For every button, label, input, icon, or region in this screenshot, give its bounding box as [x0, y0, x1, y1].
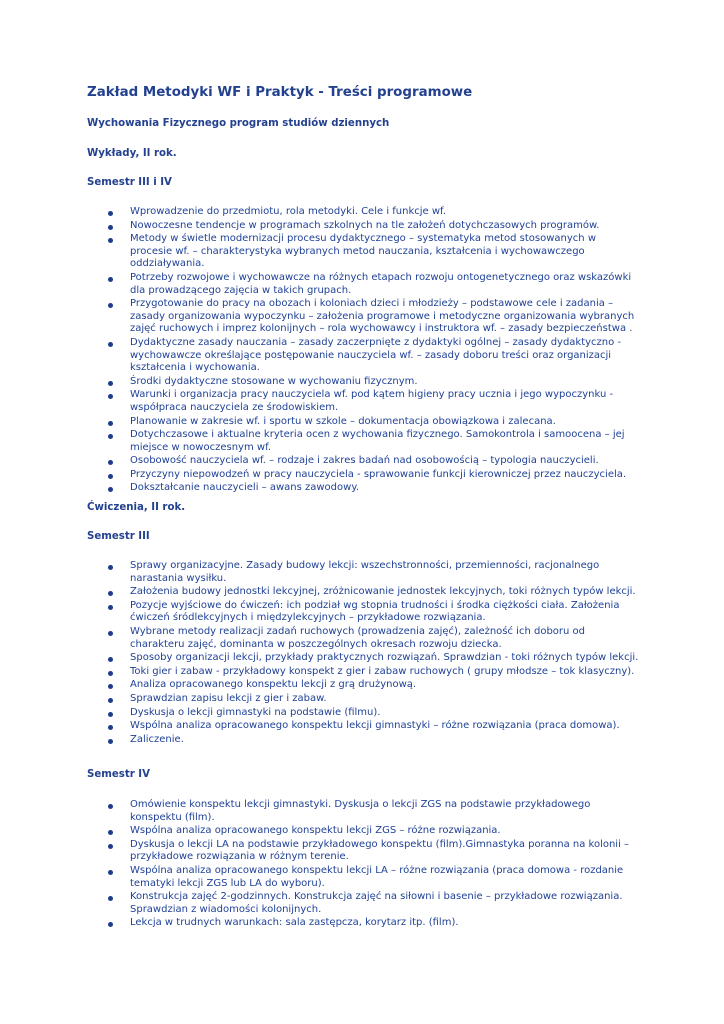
semester-4-list	[0, 799, 640, 931]
list-item: Potrzeby rozwojowe i wychowawcze na różnych etapach rozwoju ontogenetycznego oraz wskazówki dla prowadzącego zajęcia w takich grupach.	[0, 272, 640, 297]
exercises-heading: Ćwiczenia, II rok.	[87, 502, 186, 513]
list-item: Sposoby organizacji lekcji, przykłady praktycznych rozwiązań. Sprawdzian - toki różnych typów lekcji.	[0, 652, 640, 665]
list-item: Wspólna analiza opracowanego konspektu lekcji gimnastyki – różne rozwiązania (praca domowa).	[0, 720, 640, 733]
list-item: Przyczyny niepowodzeń w pracy nauczyciela - sprawowanie funkcji kierowniczej przez nauczyciela.	[0, 469, 640, 482]
bullet-icon	[108, 434, 113, 439]
bullet-icon	[108, 342, 113, 347]
bullet-icon	[108, 238, 113, 243]
bullet-icon	[108, 684, 113, 689]
bullet-icon	[108, 631, 113, 636]
list-item: Pozycje wyjściowe do ćwiczeń: ich podział wg stopnia trudności i środka ciężkości ciała. Założenia ćwiczeń śródlekcyjnych i międzylekcyjnych – przykładowe rozwiązania.	[0, 600, 640, 625]
bullet-icon	[108, 225, 113, 230]
bullet-icon	[108, 657, 113, 662]
lectures-heading: Wykłady, II rok.	[87, 148, 177, 159]
list-item: Toki gier i zabaw - przykładowy konspekt z gier i zabaw ruchowych ( grupy młodsze – tok klasyczny).	[0, 666, 640, 679]
list-item: Omówienie konspektu lekcji gimnastyki. Dyskusja o lekcji ZGS na podstawie przykładowego konspektu (film).	[0, 799, 640, 824]
list-item: Założenia budowy jednostki lekcyjnej, zróżnicowanie jednostek lekcyjnych, toki różnych typów lekcji.	[0, 586, 640, 599]
page-title: Zakład Metodyki WF i Praktyk - Treści programowe	[87, 85, 473, 100]
bullet-icon	[108, 922, 113, 927]
bullet-icon	[108, 671, 113, 676]
semester-3-heading: Semestr III	[87, 531, 150, 542]
bullet-icon	[108, 830, 113, 835]
list-item: Dokształcanie nauczycieli – awans zawodowy.	[0, 482, 640, 495]
list-item: Sprawy organizacyjne. Zasady budowy lekcji: wszechstronności, przemienności, racjonalnego narastania wysiłku.	[0, 560, 640, 585]
lectures-list	[0, 206, 640, 496]
bullet-icon	[108, 896, 113, 901]
list-item: Wspólna analiza opracowanego konspektu lekcji ZGS – różne rozwiązania.	[0, 825, 640, 838]
bullet-icon	[108, 870, 113, 875]
bullet-icon	[108, 303, 113, 308]
list-item: Dydaktyczne zasady nauczania – zasady zaczerpnięte z dydaktyki ogólnej – zasady dydaktyczno - wychowawcze określające postępowanie nauczyciela wf. – zasady doboru treści oraz organizacji kształcenia i wychowania.	[0, 337, 640, 375]
list-item: Dotychczasowe i aktualne kryteria ocen z wychowania fizycznego. Samokontrola i samoocena – jej miejsce w nowoczesnym wf.	[0, 429, 640, 454]
bullet-icon	[108, 804, 113, 809]
bullet-icon	[108, 712, 113, 717]
bullet-icon	[108, 394, 113, 399]
list-item: Przygotowanie do pracy na obozach i koloniach dzieci i młodzieży – podstawowe cele i zadania – zasady organizowania wypoczynku – założenia programowe i metodyczne organizowania wybranych zajęć ruchowych i imprez kolonijnych – rola wychowawcy i instruktora wf. – zasady bezpieczeństwa .	[0, 298, 640, 336]
bullet-icon	[108, 725, 113, 730]
list-item: Metody w świetle modernizacji procesu dydaktycznego – systematyka metod stosowanych w procesie wf. – charakterystyka wybranych metod nauczania, kształcenia i wychowawczego oddziaływania.	[0, 233, 640, 271]
list-item: Konstrukcja zajęć 2-godzinnych. Konstrukcja zajęć na siłowni i basenie – przykładowe rozwiązania. Sprawdzian z wiadomości kolonijnych.	[0, 891, 640, 916]
list-item: Warunki i organizacja pracy nauczyciela wf. pod kątem higieny pracy ucznia i jego wypoczynku - współpraca nauczyciela ze środowiskiem.	[0, 389, 640, 414]
list-item: Sprawdzian zapisu lekcji z gier i zabaw.	[0, 693, 640, 706]
bullet-icon	[108, 487, 113, 492]
semester-4-heading: Semestr IV	[87, 769, 150, 780]
semester-3-list	[0, 560, 640, 747]
list-item: Wybrane metody realizacji zadań ruchowych (prowadzenia zajęć), zależność ich doboru od charakteru zajęć, dominanta w poszczególnych okresach rozwoju dziecka.	[0, 626, 640, 651]
list-item: Osobowość nauczyciela wf. – rodzaje i zakres badań nad osobowością – typologia nauczycieli.	[0, 455, 640, 468]
list-item: Dyskusja o lekcji LA na podstawie przykładowego konspektu (film).Gimnastyka poranna na kolonii – przykładowe rozwiązania w różnym terenie.	[0, 839, 640, 864]
bullet-icon	[108, 460, 113, 465]
list-item: Wspólna analiza opracowanego konspektu lekcji LA – różne rozwiązania (praca domowa - rozdanie tematyki lekcji ZGS lub LA do wyboru).	[0, 865, 640, 890]
bullet-icon	[108, 474, 113, 479]
list-item: Lekcja w trudnych warunkach: sala zastępcza, korytarz itp. (film).	[0, 917, 640, 930]
bullet-icon	[108, 591, 113, 596]
bullet-icon	[108, 844, 113, 849]
list-item: Wprowadzenie do przedmiotu, rola metodyki. Cele i funkcje wf.	[0, 206, 640, 219]
program-subtitle: Wychowania Fizycznego program studiów dziennych	[87, 118, 390, 129]
bullet-icon	[108, 211, 113, 216]
bullet-icon	[108, 421, 113, 426]
bullet-icon	[108, 698, 113, 703]
list-item: Planowanie w zakresie wf. i sportu w szkole – dokumentacja obowiązkowa i zalecana.	[0, 416, 640, 429]
bullet-icon	[108, 605, 113, 610]
list-item: Zaliczenie.	[0, 734, 640, 747]
bullet-icon	[108, 277, 113, 282]
bullet-icon	[108, 739, 113, 744]
list-item: Dyskusja o lekcji gimnastyki na podstawie (filmu).	[0, 707, 640, 720]
lectures-semester-heading: Semestr III i IV	[87, 177, 172, 188]
bullet-icon	[108, 565, 113, 570]
list-item: Nowoczesne tendencje w programach szkolnych na tle założeń dotychczasowych programów.	[0, 220, 640, 233]
bullet-icon	[108, 381, 113, 386]
list-item: Środki dydaktyczne stosowane w wychowaniu fizycznym.	[0, 376, 640, 389]
list-item: Analiza opracowanego konspektu lekcji z grą drużynową.	[0, 679, 640, 692]
